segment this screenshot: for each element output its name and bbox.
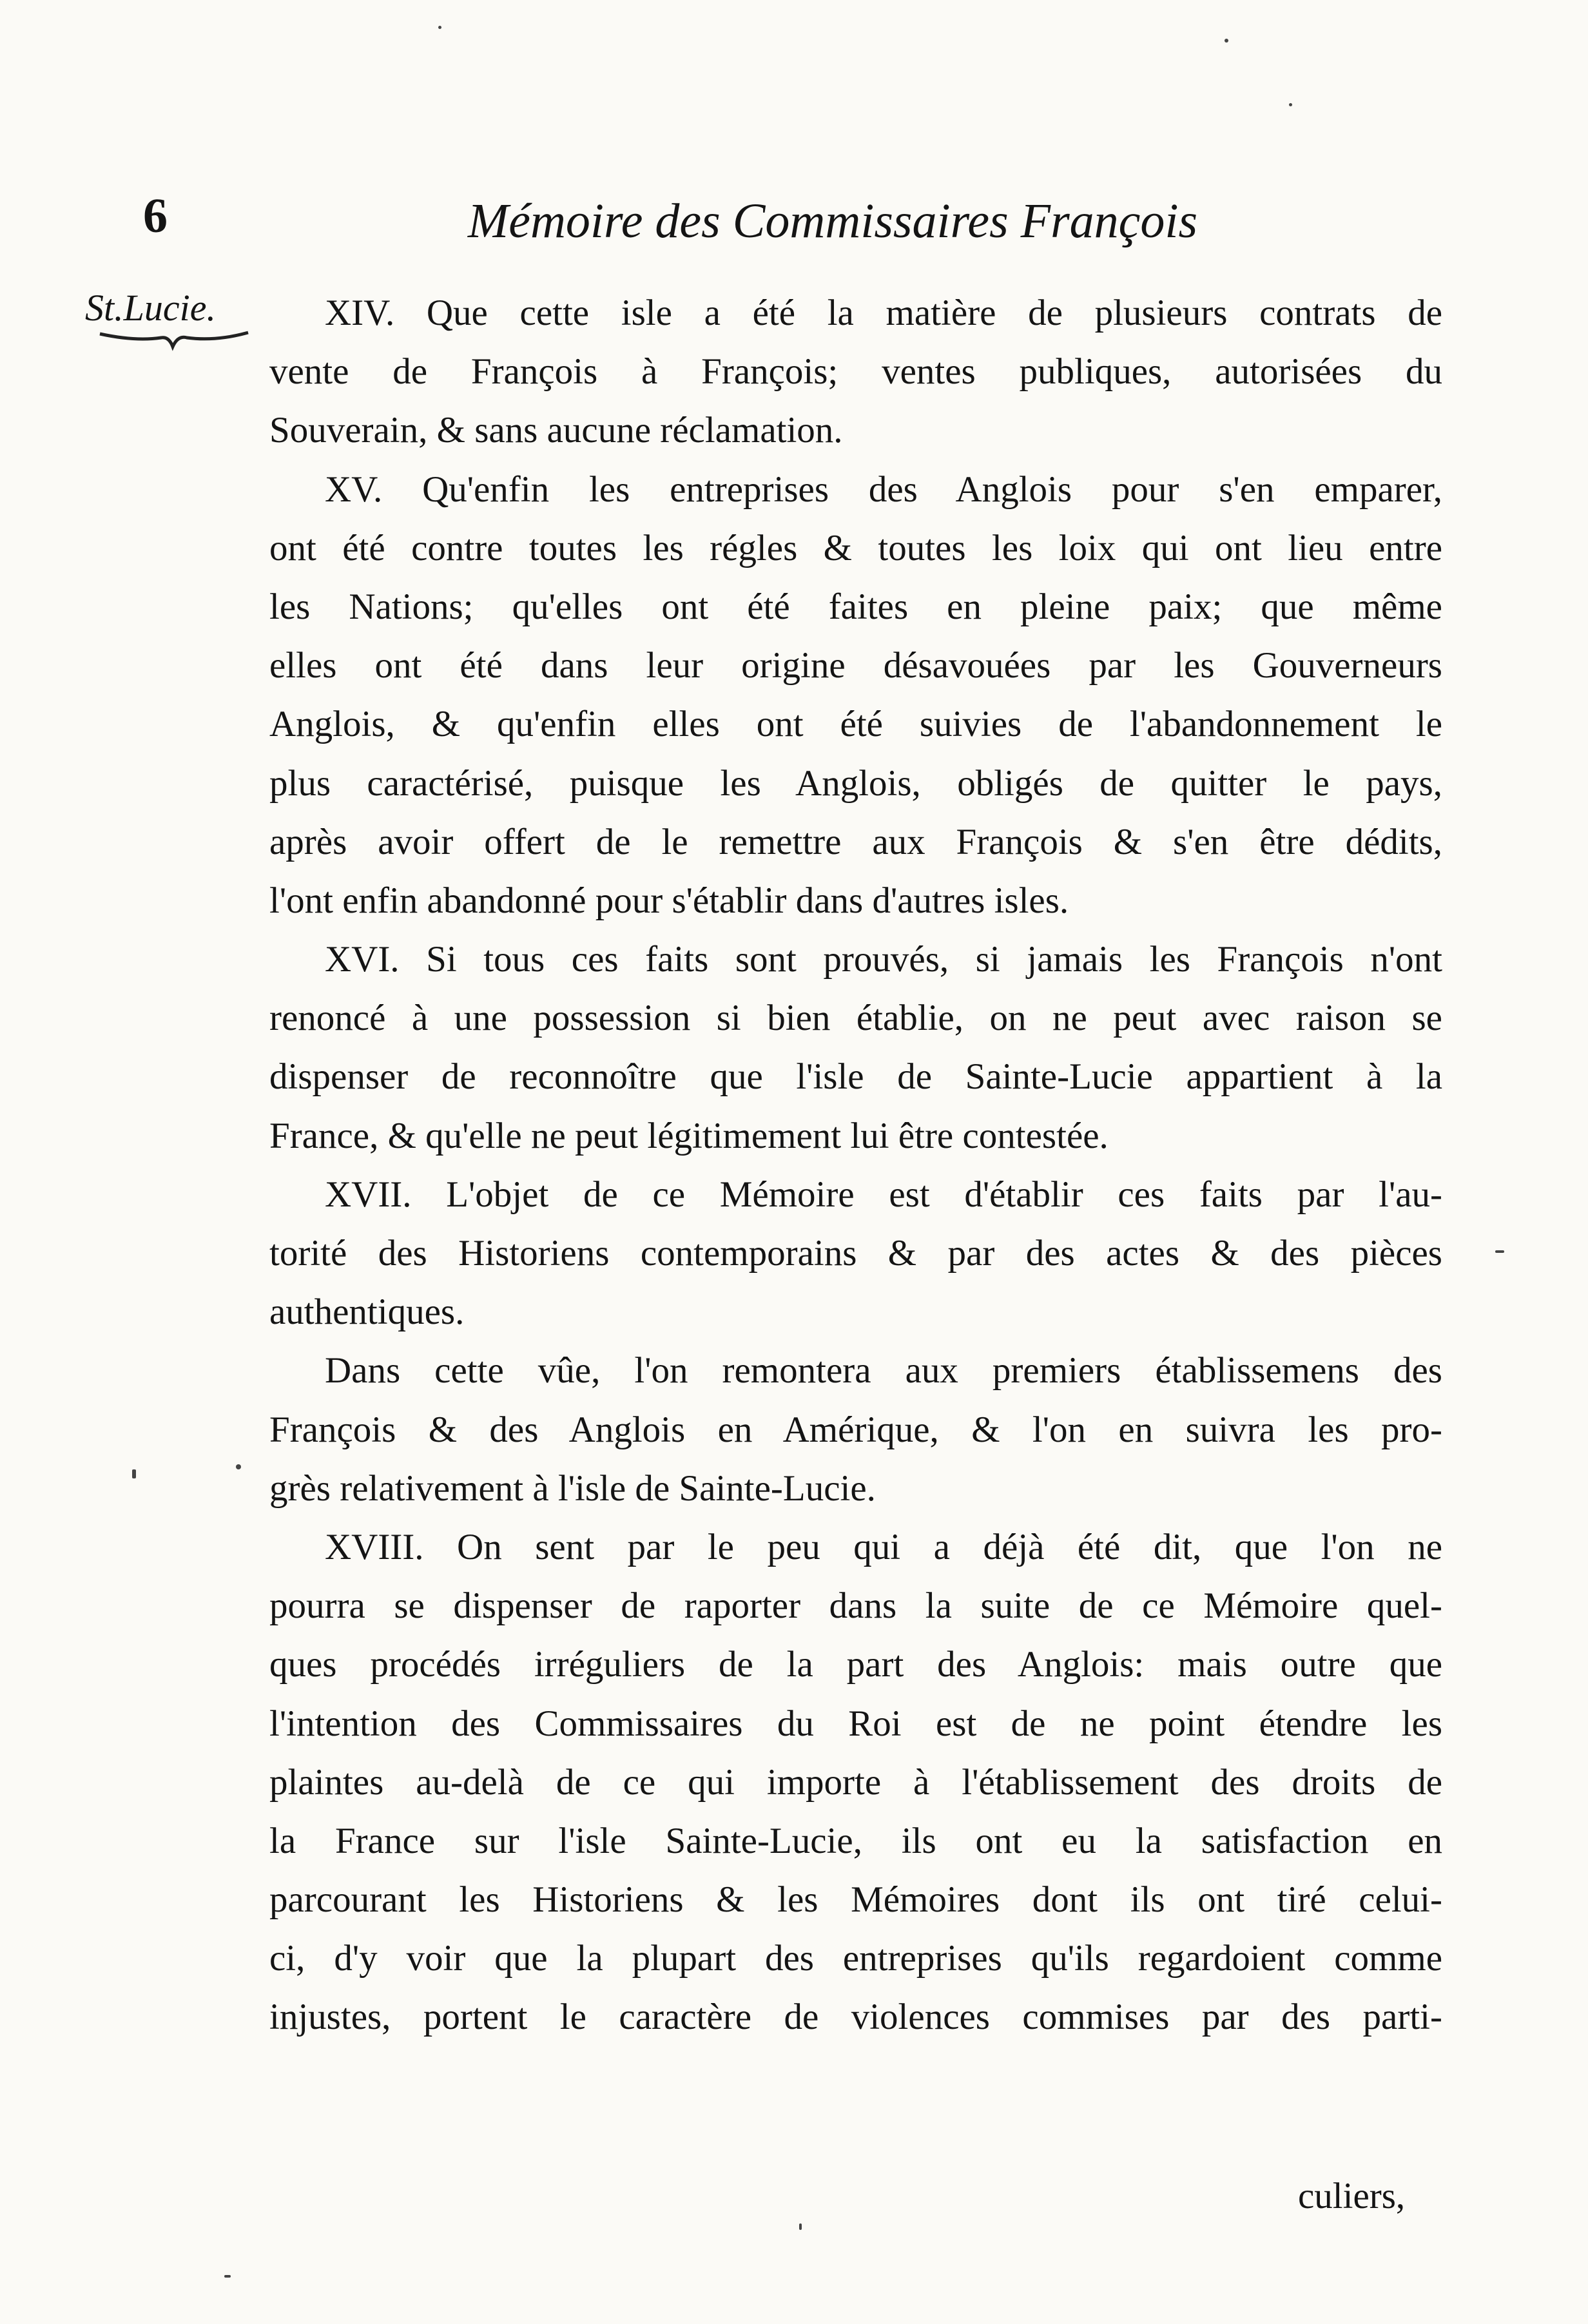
- text-line: pourra se dispenser de raporter dans la suite de ce Mémoire quel-: [269, 1585, 1442, 1627]
- page-number: 6: [143, 189, 168, 243]
- text-line: XV. Qu'enfin les entreprises des Anglois pour s'en emparer,: [325, 469, 1442, 510]
- text-line: ques procédés irréguliers de la part des Anglois: mais outre que: [269, 1644, 1442, 1685]
- text-line: l'ont enfin abandonné pour s'établir dans d'autres isles.: [269, 880, 1069, 921]
- text-line: injustes, portent le caractère de violences commises par des parti-: [269, 1997, 1442, 2038]
- text-line: XIV. Que cette isle a été la matière de plusieurs contrats de: [325, 293, 1442, 333]
- paper-speck: [236, 1464, 241, 1469]
- margin-note: St.Lucie.: [85, 287, 216, 329]
- text-line: ont été contre toutes les régles & toutes les loix qui ont lieu entre: [269, 527, 1442, 568]
- text-line: après avoir offert de le remettre aux François & s'en être dédits,: [269, 821, 1442, 862]
- text-line: authentiques.: [269, 1292, 465, 1333]
- running-title: Mémoire des Commissaires François: [467, 194, 1198, 248]
- text-line: plus caractérisé, puisque les Anglois, obligés de quitter le pays,: [269, 762, 1442, 804]
- text-line: renoncé à une possession si bien établie, on ne peut avec raison se: [269, 998, 1442, 1039]
- paper-speck: [799, 2223, 802, 2230]
- paper-speck: [1225, 39, 1228, 43]
- text-line: dispenser de reconnoître que l'isle de Sainte-Lucie appartient à la: [269, 1056, 1442, 1098]
- text-line: vente de François à François; ventes publiques, autorisées du: [269, 351, 1442, 392]
- text-line: plaintes au-delà de ce qui importe à l'établissement des droits de: [269, 1761, 1442, 1803]
- text-line: l'intention des Commissaires du Roi est de ne point étendre les: [269, 1703, 1442, 1744]
- text-line: les Nations; qu'elles ont été faites en pleine paix; que même: [269, 586, 1442, 627]
- text-line: Souverain, & sans aucune réclamation.: [269, 410, 843, 451]
- text-line: parcourant les Historiens & les Mémoires dont ils ont tiré celui-: [269, 1879, 1442, 1921]
- text-line: François & des Anglois en Amérique, & l'on en suivra les pro-: [269, 1409, 1442, 1450]
- text-line: Anglois, & qu'enfin elles ont été suivies de l'abandonnement le: [269, 704, 1442, 745]
- text-line: grès relativement à l'isle de Sainte-Lucie.: [269, 1467, 876, 1509]
- text-line: la France sur l'isle Sainte-Lucie, ils ont eu la satisfaction en: [269, 1820, 1442, 1861]
- text-line: XVIII. On sent par le peu qui a déjà été dit, que l'on ne: [325, 1526, 1442, 1567]
- catchword: culiers,: [1298, 2176, 1406, 2216]
- paper-speck: [132, 1469, 136, 1478]
- body-text: [269, 284, 1442, 2047]
- text-line: France, & qu'elle ne peut légitimement lui être contestée.: [269, 1115, 1109, 1156]
- paper-speck: [1495, 1250, 1504, 1253]
- paper-speck: [1289, 103, 1292, 106]
- text-line: XVII. L'objet de ce Mémoire est d'établir ces faits par l'au-: [325, 1174, 1442, 1215]
- paper-speck: [438, 26, 441, 29]
- paper-speck: [224, 2275, 231, 2278]
- text-line: XVI. Si tous ces faits sont prouvés, si jamais les François n'ont: [325, 939, 1442, 980]
- text-line: torité des Historiens contemporains & par des actes & des pièces: [269, 1233, 1442, 1273]
- text-line: elles ont été dans leur origine désavouées par les Gouverneurs: [269, 645, 1442, 686]
- text-line: Dans cette vûe, l'on remontera aux premiers établissemens des: [325, 1350, 1442, 1391]
- text-line: ci, d'y voir que la plupart des entreprises qu'ils regardoient comme: [269, 1938, 1442, 1979]
- brace-ornament: [97, 329, 251, 354]
